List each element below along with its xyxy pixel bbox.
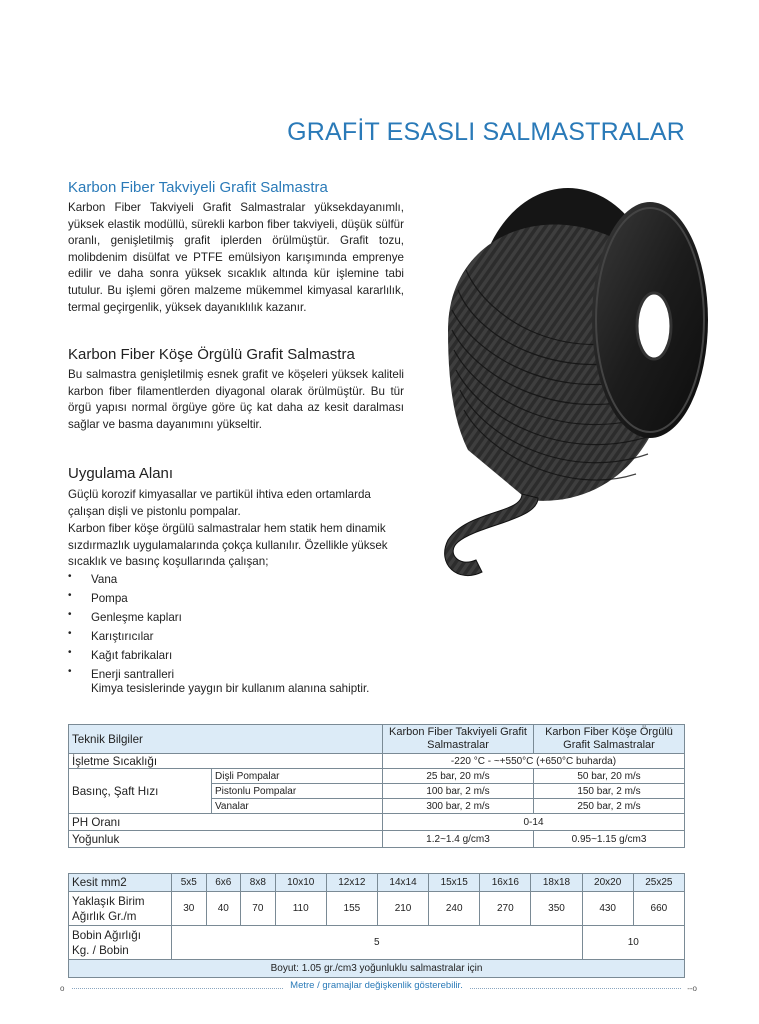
cell: 12x12: [326, 874, 377, 892]
temp-label: İşletme Sıcaklığı: [69, 754, 383, 769]
col-header-corner-braided: Karbon Fiber Köşe Örgülü Grafit Salmastralar: [534, 725, 685, 754]
weight-label-line1: Yaklaşık Birim: [72, 894, 145, 908]
technical-specs-table: [68, 724, 685, 848]
bullet-icon: •: [68, 666, 72, 677]
section2-heading: Karbon Fiber Köşe Örgülü Grafit Salmastra: [68, 346, 355, 363]
cell: 350: [531, 892, 582, 926]
table-row: Vanalar: [212, 799, 383, 814]
tech-header: Teknik Bilgiler: [69, 725, 383, 754]
bullet-icon: •: [68, 590, 72, 601]
cell: 10x10: [275, 874, 326, 892]
section3-closing: Kimya tesislerinde yaygın bir kullanım alanına sahiptir.: [91, 682, 370, 695]
density-value-2: 0.95~1.15 g/cm3: [534, 831, 685, 848]
bullet-icon: •: [68, 571, 72, 582]
weight-label-line2: Ağırlık Gr./m: [72, 909, 137, 923]
table-row: Pistonlu Pompalar: [212, 784, 383, 799]
cell: 155: [326, 892, 377, 926]
cell: 300 bar, 2 m/s: [383, 799, 534, 814]
bobbin-value-b: 10: [582, 926, 684, 960]
bobbin-label: [69, 926, 172, 960]
page-footer: [60, 980, 697, 996]
section3-text2: Karbon fiber köşe örgülü salmastralar hem statik hem dinamik sızdırmazlık uygulamalarında çokça kullanılır. Özellikle yüksek sıcaklık ve basınç koşullarında çalışan;: [68, 522, 388, 569]
section1-text: Karbon Fiber Takviyeli Grafit Salmastralar yüksekdayanımlı, yüksek elastik modüllü, sürekli karbon fiber takviyeli, düşük sülfür oranlı, genişletilmiş grafit iplerden örülmüştür. Grafit tozu, molibdenim disülfat ve PTFE emülsiyon karışımında emprenye edilir ve daha sonra yüksek sıcaklık altında kür işlemine tabi tutulur. Bu işlemi gören malzeme mükemmel kimyasal kararlılık, termal geçirgenlik, yüksek dayanıklılık kazanır.: [68, 201, 404, 314]
density-value-1: 1.2~1.4 g/cm3: [383, 831, 534, 848]
spool-hub: [637, 293, 671, 359]
size-weight-table: [68, 873, 685, 978]
cell: 18x18: [531, 874, 582, 892]
cell: 40: [206, 892, 241, 926]
cell: 25 bar, 20 m/s: [383, 769, 534, 784]
bullet-icon: •: [68, 609, 72, 620]
size-header: Kesit mm2: [69, 874, 172, 892]
footer-left-mark: o: [60, 984, 65, 993]
bobbin-label-line2: Kg. / Bobin: [72, 943, 129, 957]
cell: 110: [275, 892, 326, 926]
section3-text1: Güçlü korozif kimyasallar ve partikül ihtiva eden ortamlarda çalışan dişli ve pistonlu pompalar.: [68, 488, 371, 518]
weight-label: [69, 892, 172, 926]
cell: 25x25: [633, 874, 684, 892]
footer-note: Metre / gramajlar değişkenlik gösterebilir.: [284, 980, 469, 991]
cell: 15x15: [429, 874, 480, 892]
cell: 50 bar, 20 m/s: [534, 769, 685, 784]
cell: 240: [429, 892, 480, 926]
cell: 70: [241, 892, 276, 926]
size-table-footnote: Boyut: 1.05 gr./cm3 yoğunluklu salmastralar için: [69, 960, 685, 978]
cell: 270: [480, 892, 531, 926]
ph-label: PH Oranı: [69, 814, 383, 831]
page-title: GRAFİT ESASLI SALMASTRALAR: [287, 118, 685, 146]
col-header-reinforced: Karbon Fiber Takviyeli Grafit Salmastralar: [383, 725, 534, 754]
table-row: Dişli Pompalar: [212, 769, 383, 784]
packing-loose-end: [445, 494, 538, 576]
bobbin-label-line1: Bobin Ağırlığı: [72, 928, 141, 942]
density-label: Yoğunluk: [69, 831, 383, 848]
cell: 100 bar, 2 m/s: [383, 784, 534, 799]
cell: 20x20: [582, 874, 633, 892]
cell: 210: [377, 892, 428, 926]
cell: 5x5: [172, 874, 207, 892]
cell: 150 bar, 2 m/s: [534, 784, 685, 799]
bullet-icon: •: [68, 628, 72, 639]
cell: 30: [172, 892, 207, 926]
cell: 16x16: [480, 874, 531, 892]
ph-value: 0-14: [383, 814, 685, 831]
bobbin-value-a: 5: [172, 926, 583, 960]
cell: 8x8: [241, 874, 276, 892]
bullet-icon: •: [68, 647, 72, 658]
cell: 660: [633, 892, 684, 926]
temp-value: -220 °C - ~+550°C (+650°C buharda): [383, 754, 685, 769]
packing-spool-image: [418, 180, 713, 600]
section1-heading: Karbon Fiber Takviyeli Grafit Salmastra: [68, 179, 328, 196]
cell: 430: [582, 892, 633, 926]
cell: 14x14: [377, 874, 428, 892]
section3-heading: Uygulama Alanı: [68, 465, 174, 482]
cell: 6x6: [206, 874, 241, 892]
cell: 250 bar, 2 m/s: [534, 799, 685, 814]
footer-right-mark: --o: [687, 984, 697, 993]
section2-text: Bu salmastra genişletilmiş esnek grafit ve köşeleri yüksek kaliteli karbon fiber filamentlerden diyagonal olarak örülmüştür. Bu tür örgü yapısı normal örgüye göre üç kat daha az kesit daralması sağlar ve basma dayanımını yükseltir.: [68, 368, 404, 431]
pressure-label: Basınç, Şaft Hızı: [69, 769, 212, 814]
